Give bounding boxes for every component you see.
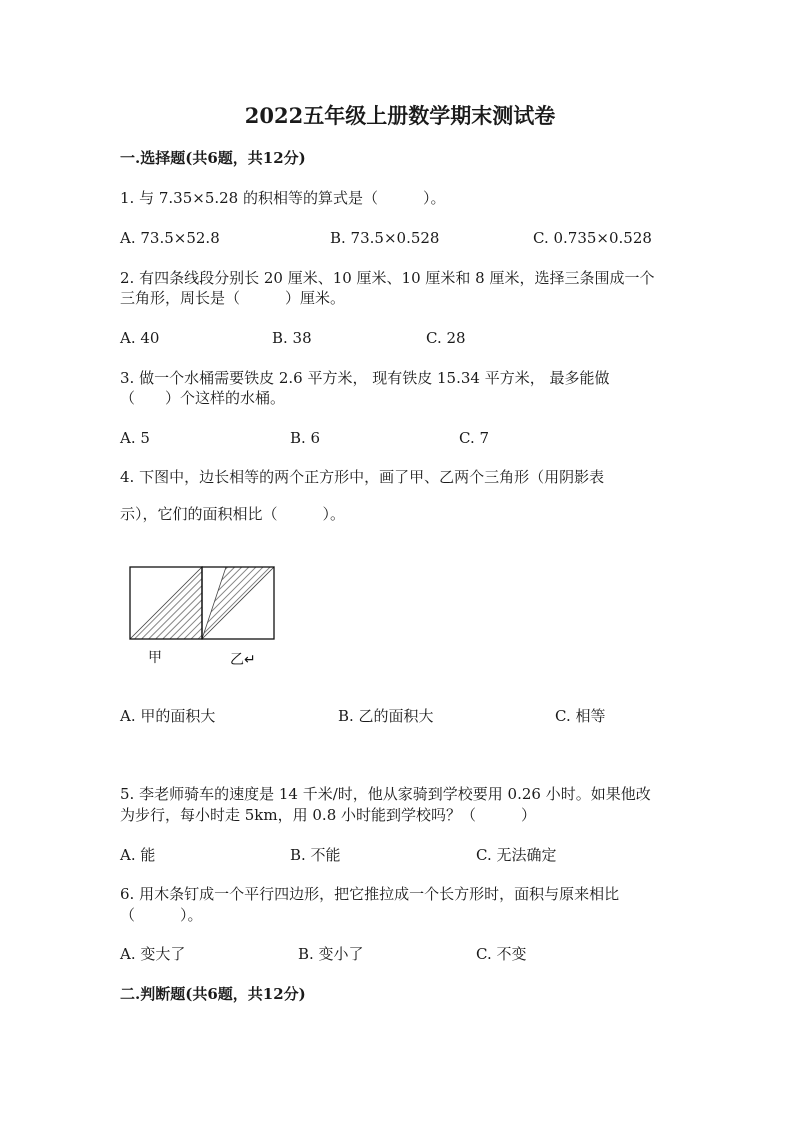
question-4-option-b: B. 乙的面积大	[338, 707, 434, 725]
question-2-option-a: A. 40	[120, 329, 160, 347]
question-3-option-c: C. 7	[459, 429, 490, 447]
question-4-text-line1: 4. 下图中，边长相等的两个正方形中，画了甲、乙两个三角形（用阴影表	[120, 468, 605, 486]
question-6-text-line1: 6. 用木条钉成一个平行四边形，把它推拉成一个长方形时，面积与原来相比	[120, 885, 620, 903]
section-heading-choice: 一.选择题(共6题，共12分)	[120, 149, 306, 167]
question-1-option-c: C. 0.735×0.528	[533, 229, 652, 247]
question-3-option-a: A. 5	[120, 429, 150, 447]
triangle-yi	[202, 567, 274, 639]
question-3-text-line1: 3. 做一个水桶需要铁皮 2.6 平方米， 现有铁皮 15.34 平方米， 最多能做	[120, 369, 610, 387]
question-6-option-a: A. 变大了	[120, 945, 186, 963]
figure-label-yi: 乙↵	[230, 652, 256, 668]
question-4-option-c: C. 相等	[555, 707, 606, 725]
triangle-figure	[126, 562, 278, 674]
question-1-option-b: B. 73.5×0.528	[330, 229, 440, 247]
question-4-text-line2: 示），它们的面积相比（ ）。	[120, 505, 346, 523]
question-5-option-b: B. 不能	[290, 846, 341, 864]
triangle-jia	[130, 567, 202, 639]
question-5-option-a: A. 能	[120, 846, 156, 864]
question-5-text-line1: 5. 李老师骑车的速度是 14 千米/时，他从家骑到学校要用 0.26 小时。如果他改	[120, 785, 651, 803]
question-2-text-line1: 2. 有四条线段分别长 20 厘米、10 厘米、10 厘米和 8 厘米，选择三条围成一个	[120, 269, 655, 287]
question-3-text-line2: （ ）个这样的水桶。	[120, 389, 286, 407]
section-heading-judgement: 二.判断题(共6题，共12分)	[120, 985, 306, 1003]
question-1-option-a: A. 73.5×52.8	[120, 229, 220, 247]
question-5-text-line2: 为步行，每小时走 5km，用 0.8 小时能到学校吗？（ ）	[120, 806, 537, 824]
question-4-option-a: A. 甲的面积大	[120, 707, 216, 725]
question-2-option-b: B. 38	[272, 329, 312, 347]
question-3-option-b: B. 6	[290, 429, 321, 447]
question-6-option-b: B. 变小了	[298, 945, 364, 963]
question-2-text-line2: 三角形，周长是（ ）厘米。	[120, 289, 346, 307]
question-1-text: 1. 与 7.35×5.28 的积相等的算式是（ ）。	[120, 189, 446, 207]
page-title: 2022五年级上册数学期末测试卷	[244, 103, 556, 128]
question-5-option-c: C. 无法确定	[476, 846, 557, 864]
question-6-option-c: C. 不变	[476, 945, 527, 963]
question-6-text-line2: （ ）。	[120, 906, 203, 924]
figure-label-jia: 甲	[148, 650, 162, 666]
question-2-option-c: C. 28	[426, 329, 466, 347]
